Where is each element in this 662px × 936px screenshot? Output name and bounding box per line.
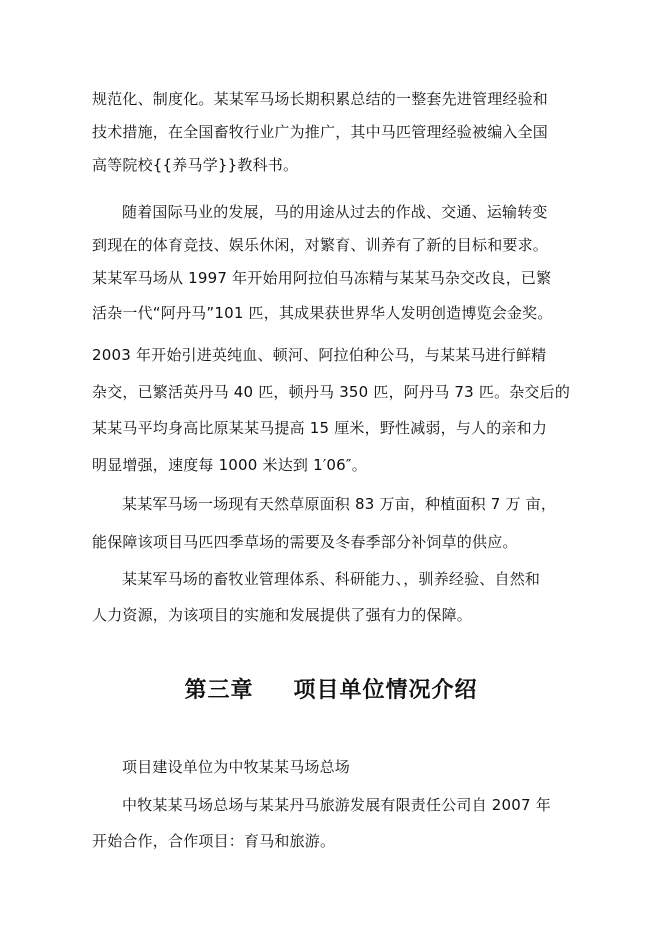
paragraph-line: 技术措施，在全国畜牧行业广为推广，其中马匹管理经验被编入全国	[92, 123, 549, 141]
paragraph-line: 某某军马场的畜牧业管理体系、科研能力、，驯养经验、自然和	[122, 570, 541, 588]
paragraph-line: 能保障该项目马匹四季草场的需要及冬春季部分补饲草的供应。	[92, 533, 518, 551]
chapter-title: 项目单位情况介绍	[293, 678, 478, 703]
paragraph-line: 某某军马场从 1997 年开始用阿拉伯马冻精与某某马杂交改良，已繁	[92, 269, 552, 287]
paragraph-line: 规范化、制度化。某某军马场长期积累总结的一整套先进管理经验和	[92, 90, 549, 108]
chapter-number: 第三章	[184, 678, 254, 703]
paragraph-line: 随着国际马业的发展，马的用途从过去的作战、交通、运输转变	[122, 203, 548, 221]
paragraph-line: 项目建设单位为中牧某某马场总场	[122, 758, 351, 776]
paragraph-line: 活杂一代“阿丹马”101 匹，其成果获世界华人发明创造博览会金奖。	[92, 304, 553, 322]
paragraph-line: 某某马平均身高比原某某马提高 15 厘米，野性减弱，与人的亲和力	[92, 419, 548, 437]
paragraph-line: 中牧某某马场总场与某某丹马旅游发展有限责任公司自 2007 年	[122, 796, 551, 814]
paragraph-line: 2003 年开始引进英纯血、顿河、阿拉伯种公马，与某某马进行鲜精	[92, 346, 547, 364]
paragraph-line: 某某军马场一场现有天然草原面积 83 万亩，种植面积 7 万 亩，	[122, 495, 557, 513]
paragraph-line: 杂交，已繁活英丹马 40 匹，顿丹马 350 匹，阿丹马 73 匹。杂交后的	[92, 383, 571, 401]
chapter-heading	[0, 676, 662, 706]
paragraph-line: 明显增强，速度每 1000 米达到 1′06″。	[92, 456, 367, 474]
paragraph-line: 人力资源，为该项目的实施和发展提供了强有力的保障。	[92, 606, 473, 624]
paragraph-line: 开始合作，合作项目：育马和旅游。	[92, 832, 336, 850]
paragraph-line: 高等院校{{养马学}}教科书。	[92, 156, 299, 174]
paragraph-line: 到现在的体育竞技、娱乐休闲，对繁育、训养有了新的目标和要求。	[92, 236, 549, 254]
